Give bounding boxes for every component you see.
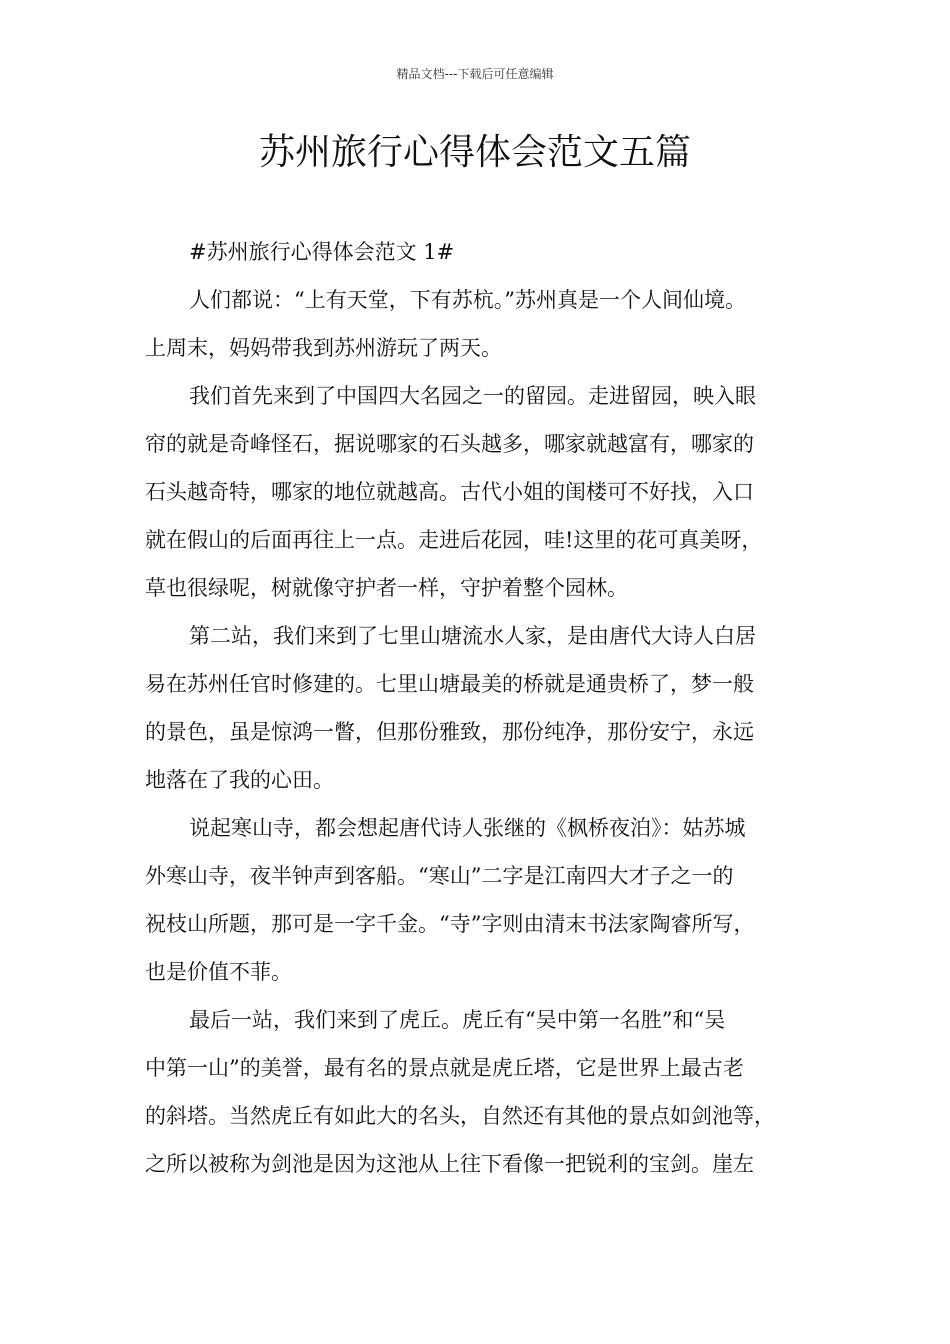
paragraph-line: 帘的就是奇峰怪石，据说哪家的石头越多，哪家就越富有，哪家的 bbox=[145, 432, 754, 456]
paragraph-line: 最后一站，我们来到了虎丘。虎丘有“吴中第一名胜”和“吴 bbox=[189, 1008, 726, 1032]
paragraph-line: 外寒山寺，夜半钟声到客船。“寒山”二字是江南四大才子之一的 bbox=[145, 864, 734, 888]
paragraph-line: 草也很绿呢，树就像守护者一样，守护着整个园林。 bbox=[145, 576, 628, 600]
paragraph-line: 的景色，虽是惊鸿一瞥，但那份雅致，那份纯净，那份安宁，永远 bbox=[145, 720, 754, 744]
paragraph-line: 就在假山的后面再往上一点。走进后花园，哇!这里的花可真美呀， bbox=[145, 528, 763, 552]
paragraph-line: 之所以被称为剑池是因为这池从上往下看像一把锐利的宝剑。崖左 bbox=[145, 1152, 754, 1176]
paragraph-line: 上周末，妈妈带我到苏州游玩了两天。 bbox=[145, 336, 502, 360]
document-body bbox=[145, 228, 825, 1188]
paragraph-line: 人们都说：“上有天堂，下有苏杭。”苏州真是一个人间仙境。 bbox=[189, 288, 746, 312]
paragraph-line: 祝枝山所题，那可是一字千金。“寺”字则由清末书法家陶睿所写， bbox=[145, 912, 755, 936]
paragraph-line: 易在苏州任官时修建的。七里山塘最美的桥就是通贵桥了，梦一般 bbox=[145, 672, 754, 696]
paragraph-4 bbox=[145, 804, 825, 996]
paragraph-line: 也是价值不菲。 bbox=[145, 960, 292, 984]
paragraph-3 bbox=[145, 612, 825, 804]
paragraph-5 bbox=[145, 996, 825, 1188]
paragraph-line: 中第一山”的美誉，最有名的景点就是虎丘塔，它是世界上最古老 bbox=[145, 1056, 744, 1080]
paragraph-line: 地落在了我的心田。 bbox=[145, 768, 334, 792]
paragraph-line: 我们首先来到了中国四大名园之一的留园。走进留园，映入眼 bbox=[189, 384, 756, 408]
paragraph-line: 石头越奇特，哪家的地位就越高。古代小姐的闺楼可不好找，入口 bbox=[145, 480, 754, 504]
section-heading: #苏州旅行心得体会范文 1# bbox=[189, 240, 455, 264]
paragraph-line: 的斜塔。当然虎丘有如此大的名头，自然还有其他的景点如剑池等， bbox=[145, 1104, 775, 1128]
document-title: 苏州旅行心得体会范文五篇 bbox=[258, 132, 691, 173]
paragraph-line: 第二站，我们来到了七里山塘流水人家，是由唐代大诗人白居 bbox=[189, 624, 756, 648]
paragraph-1 bbox=[145, 276, 825, 372]
header-note: 精品文档---下载后可任意编辑 bbox=[396, 67, 554, 81]
paragraph-line: 说起寒山寺，都会想起唐代诗人张继的《枫桥夜泊》：姑苏城 bbox=[189, 816, 746, 840]
paragraph-2 bbox=[145, 372, 825, 612]
